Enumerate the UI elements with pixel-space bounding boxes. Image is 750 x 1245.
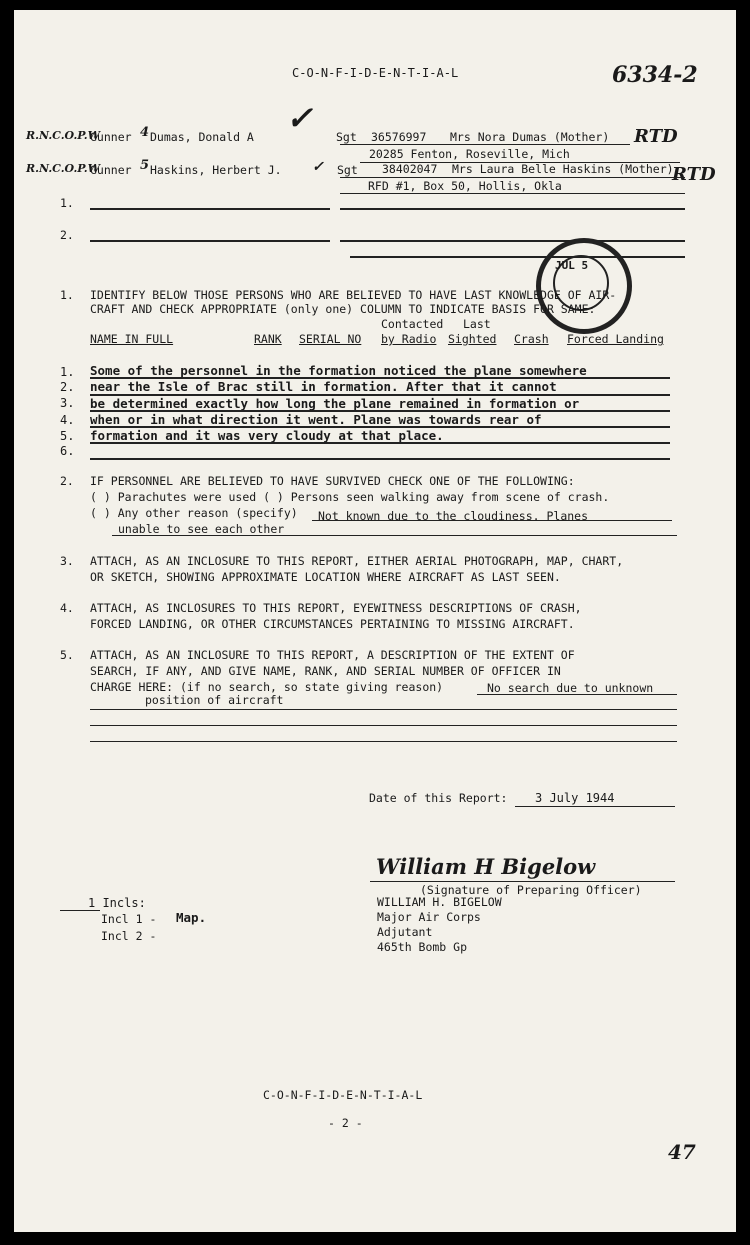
officer-unit: 465th Bomb Gp — [377, 940, 468, 954]
report-date-value: 3 July 1944 — [535, 791, 615, 805]
crew-1-status: RTD — [634, 126, 678, 147]
stamp-date: JUL 5 — [555, 259, 589, 272]
column-forced-landing: Forced Landing — [567, 332, 664, 346]
section-2-reason-2: unable to see each other — [118, 522, 285, 536]
section-5-answer-2: position of aircraft — [145, 693, 284, 707]
section-1-line-1: IDENTIFY BELOW THOSE PERSONS WHO ARE BELIEVED TO HAVE LAST KNOWLEDGE OF AIR- — [90, 288, 617, 302]
entry-line-number: 5. — [60, 429, 75, 443]
section-4-number: 4. — [60, 601, 74, 615]
page-number: - 2 - — [328, 1116, 363, 1130]
section-5-line-1: ATTACH, AS AN INCLOSURE TO THIS REPORT, A DESCRIPTION OF THE EXTENT OF — [90, 648, 575, 662]
crew-1-serial: 36576997 — [371, 130, 427, 144]
inclosure-2-label: Incl 2 - — [101, 929, 157, 943]
crew-1-address: 20285 Fenton, Roseville, Mich — [369, 147, 570, 161]
narrative-line-3: be determined exactly how long the plane remained in formation or — [90, 396, 580, 411]
section-4-line-2: FORCED LANDING, OR OTHER CIRCUMSTANCES PERTAINING TO MISSING AIRCRAFT. — [90, 617, 575, 631]
narrative-line-2: near the Isle of Brac still in formation. After that it cannot — [90, 379, 557, 394]
handwritten-number: 47 — [668, 1140, 696, 1164]
section-1-line-2: CRAFT AND CHECK APPROPRIATE (only one) COLUMN TO INDICATE BASIS FOR SAME: — [90, 302, 596, 316]
crew-2-address: RFD #1, Box 50, Hollis, Okla — [368, 179, 562, 193]
column-by-radio: by Radio — [381, 332, 437, 346]
officer-rank: Major Air Corps — [377, 910, 481, 924]
crew-1-position: Gunner — [90, 130, 132, 144]
column-sighted: Sighted — [448, 332, 497, 346]
crew-2-position: Gunner — [90, 163, 132, 177]
section-1-number: 1. — [60, 288, 74, 302]
section-3-line-1: ATTACH, AS AN INCLOSURE TO THIS REPORT, EITHER AERIAL PHOTOGRAPH, MAP, CHART, — [90, 554, 624, 568]
narrative-line-4: when or in what direction it went. Plane was towards rear of — [90, 412, 542, 427]
entry-line-number: 1. — [60, 365, 75, 379]
section-5-number: 5. — [60, 648, 74, 662]
signature-caption: (Signature of Preparing Officer) — [420, 883, 642, 897]
blank-item-1-number: 1. — [60, 196, 74, 210]
entry-line-number: 3. — [60, 396, 75, 410]
section-2-line-1: IF PERSONNEL ARE BELIEVED TO HAVE SURVIVED CHECK ONE OF THE FOLLOWING: — [90, 474, 575, 488]
column-name-in-full: NAME IN FULL — [90, 332, 174, 346]
crew-2-margin-note: R.N.C.O.P.W — [26, 162, 100, 175]
inclosure-1-value: Map. — [176, 910, 207, 925]
entry-line-number: 2. — [60, 380, 75, 394]
section-3-line-2: OR SKETCH, SHOWING APPROXIMATE LOCATION WHERE AIRCRAFT AS LAST SEEN. — [90, 570, 561, 584]
narrative-line-5: formation and it was very cloudy at that place. — [90, 428, 444, 443]
section-2-number: 2. — [60, 474, 74, 488]
section-2-reason-1: Not known due to the cloudiness. Planes — [318, 509, 589, 523]
crew-1-name: Dumas, Donald A — [150, 130, 254, 144]
inclosures-count: 1 Incls: — [88, 896, 146, 910]
section-3-number: 3. — [60, 554, 74, 568]
crew-1-rank: Sgt — [336, 130, 357, 144]
section-4-line-1: ATTACH, AS INCLOSURES TO THIS REPORT, EYEWITNESS DESCRIPTIONS OF CRASH, — [90, 601, 582, 615]
section-5-line-3: CHARGE HERE: (if no search, so state giving reason) — [90, 680, 444, 694]
received-date-stamp — [536, 238, 632, 334]
blank-item-2-number: 2. — [60, 228, 74, 242]
crew-1-checkmark: ✓ — [286, 99, 313, 137]
column-last: Last — [463, 317, 491, 331]
crew-2-name: Haskins, Herbert J. — [150, 163, 282, 177]
crew-1-next-of-kin: Mrs Nora Dumas (Mother) — [450, 130, 610, 144]
column-crash: Crash — [514, 332, 549, 346]
column-rank: RANK — [254, 332, 282, 346]
officer-title: Adjutant — [377, 925, 433, 939]
column-serial-no: SERIAL NO — [299, 332, 362, 346]
crew-2-rank: Sgt — [337, 163, 358, 177]
entry-line-number: 6. — [60, 444, 75, 458]
section-5-answer-1: No search due to unknown — [487, 681, 654, 695]
crew-2-checkmark: ✓ — [312, 159, 324, 175]
section-2-line-2: ( ) Parachutes were used ( ) Persons seen walking away from scene of crash. — [90, 490, 610, 504]
crew-2-serial: 38402047 — [382, 162, 438, 176]
crew-1-margin-note: R.N.C.O.P.W — [26, 129, 100, 142]
document-number: 6334-2 — [612, 62, 698, 88]
crew-2-status: RTD — [672, 164, 716, 185]
report-date-label: Date of this Report: — [369, 791, 508, 805]
crew-2-next-of-kin: Mrs Laura Belle Haskins (Mother) — [452, 162, 674, 176]
crew-1-number: 4 — [140, 125, 150, 140]
inclosure-1-label: Incl 1 - — [101, 912, 157, 926]
classification-bottom: C-O-N-F-I-D-E-N-T-I-A-L — [263, 1088, 423, 1102]
section-2-line-3: ( ) Any other reason (specify) — [90, 506, 298, 520]
entry-line-number: 4. — [60, 413, 75, 427]
handwritten-signature: William H Bigelow — [376, 854, 596, 879]
narrative-line-1: Some of the personnel in the formation noticed the plane somewhere — [90, 363, 587, 378]
crew-2-number: 5 — [140, 158, 150, 173]
classification-top: C-O-N-F-I-D-E-N-T-I-A-L — [292, 66, 459, 80]
officer-name: WILLIAM H. BIGELOW — [377, 895, 502, 909]
column-contacted: Contacted — [381, 317, 444, 331]
section-5-line-2: SEARCH, IF ANY, AND GIVE NAME, RANK, AND SERIAL NUMBER OF OFFICER IN — [90, 664, 561, 678]
